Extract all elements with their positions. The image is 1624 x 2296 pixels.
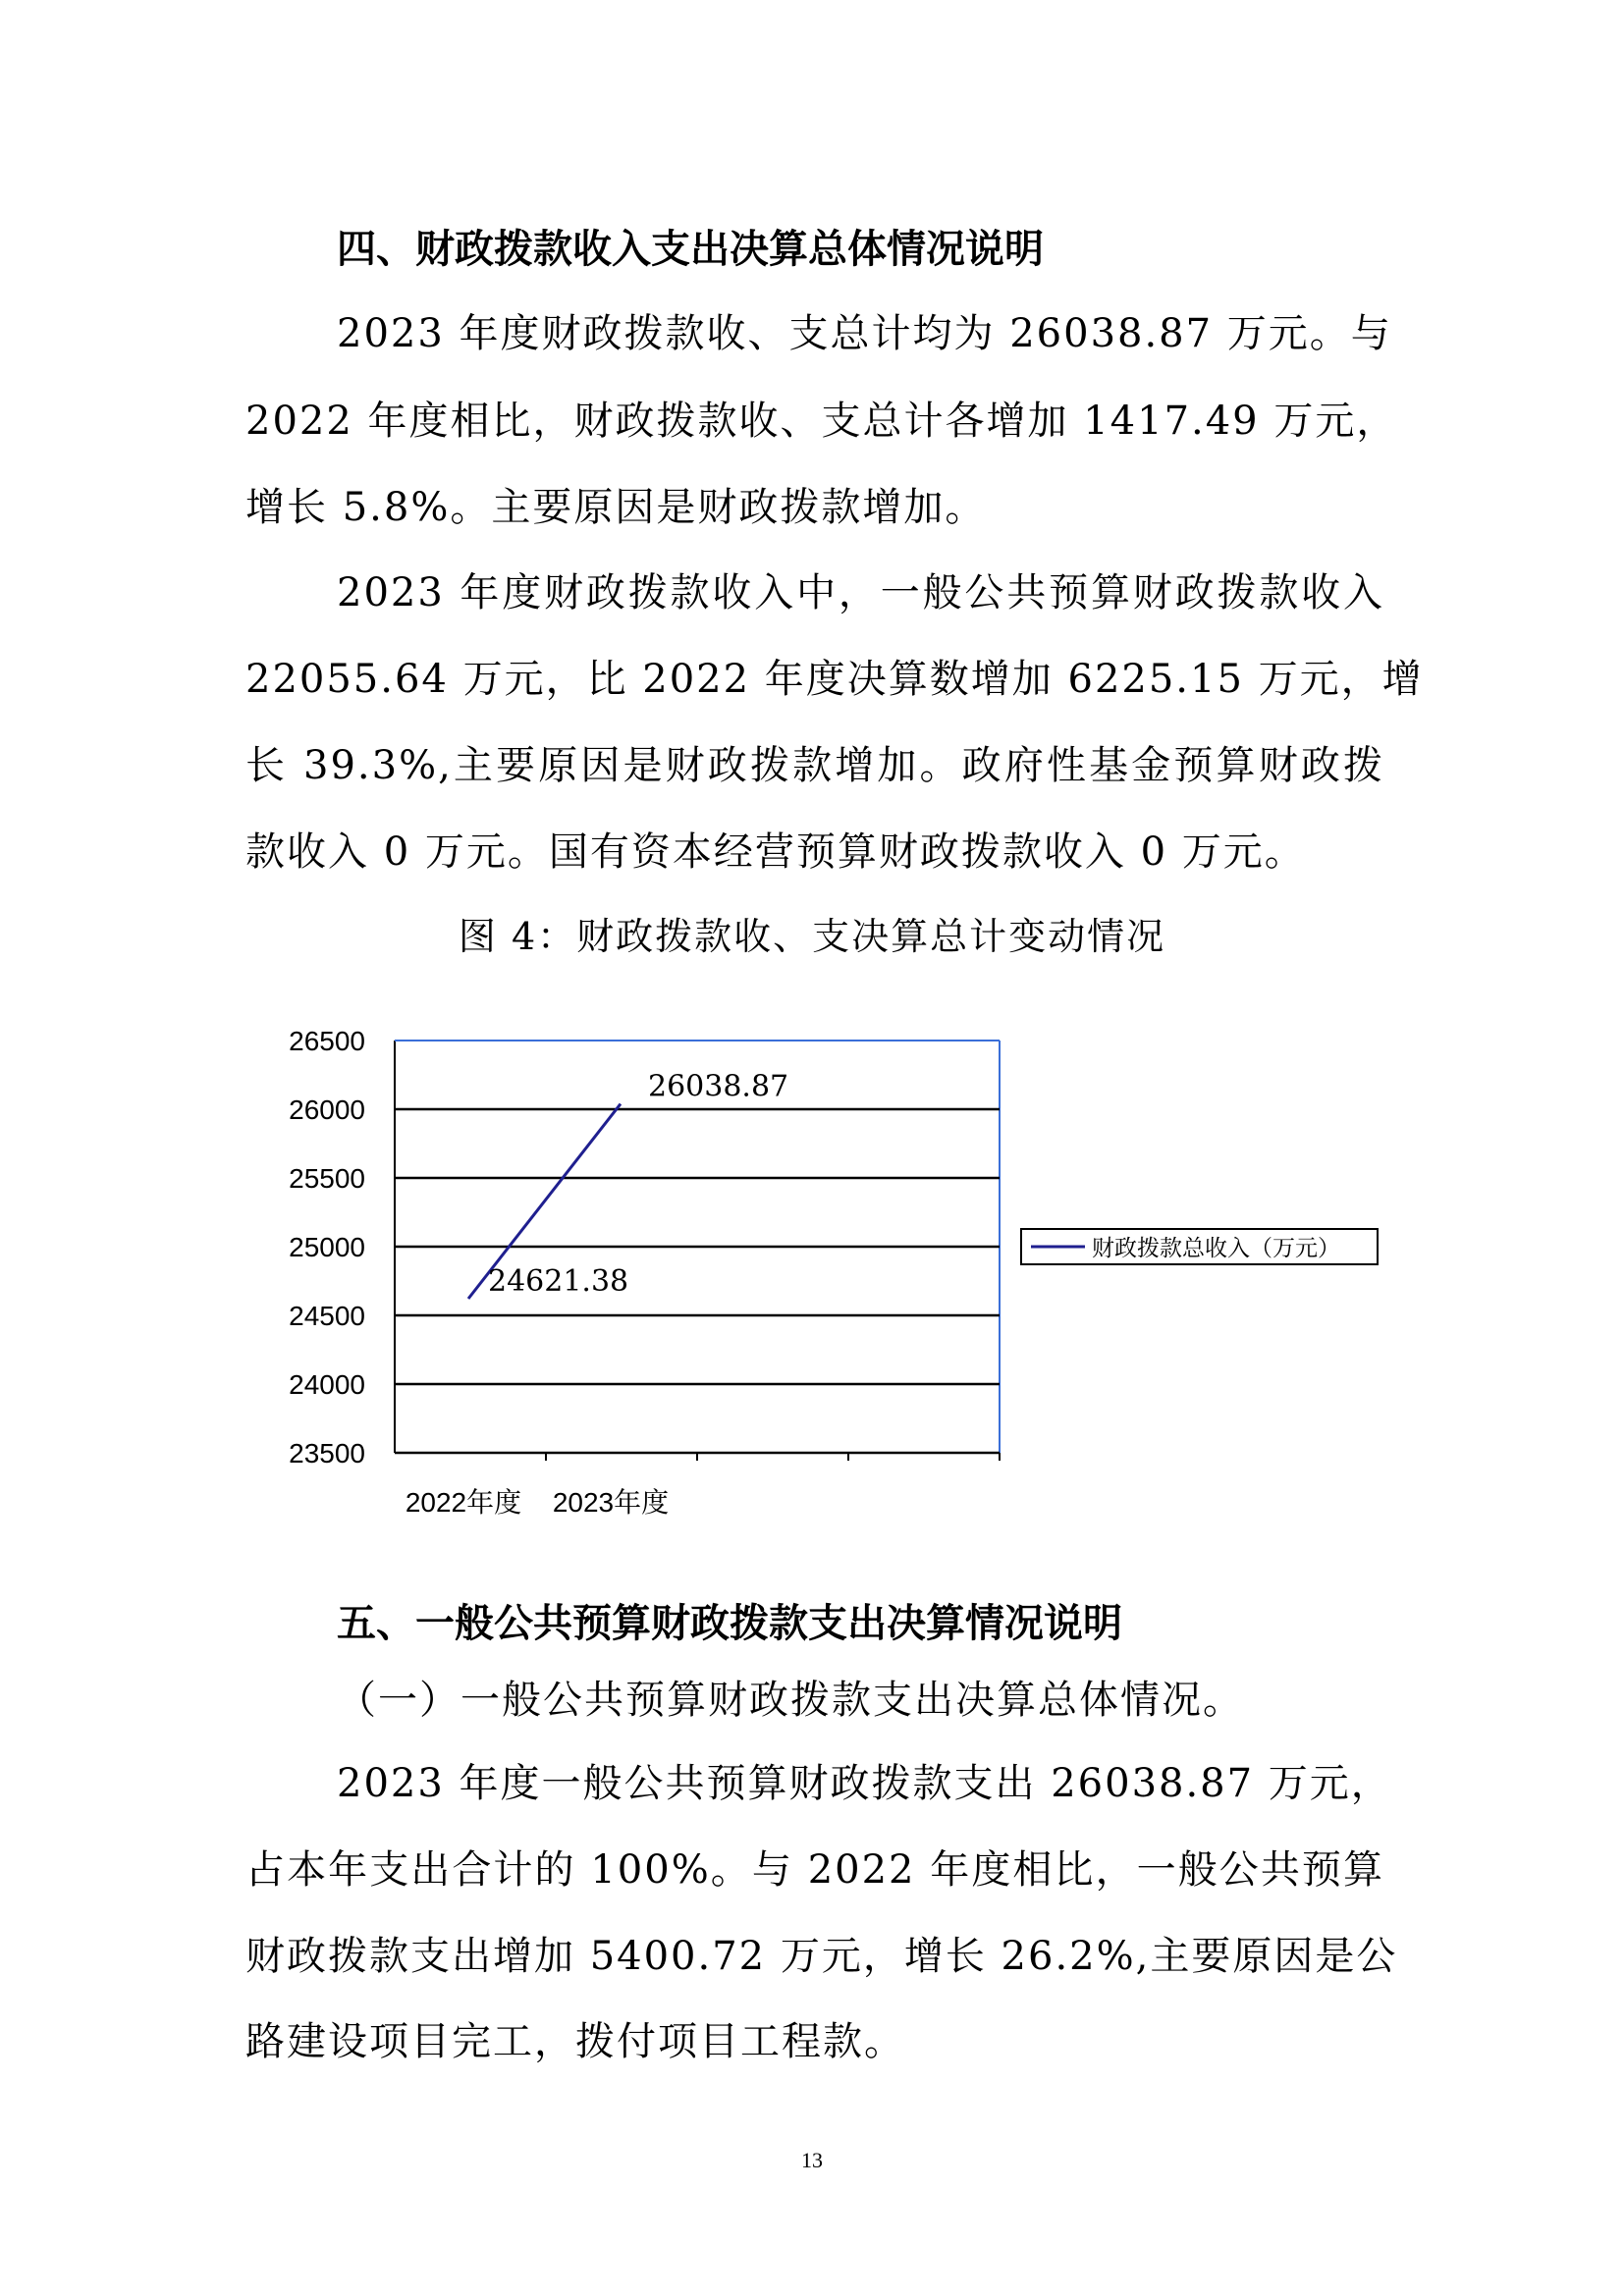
- y-tick-label: 25000: [289, 1232, 365, 1262]
- y-tick-label: 25500: [289, 1163, 365, 1194]
- section-4-heading: 四、财政拨款收入支出决算总体情况说明: [337, 227, 1044, 272]
- legend-label: 财政拨款总收入（万元）: [1092, 1236, 1340, 1261]
- page-number: 13: [801, 2148, 823, 2172]
- section-5-heading: 五、一般公共预算财政拨款支出决算情况说明: [337, 1601, 1122, 1646]
- paragraph-line: 占本年支出合计的 100%。与 2022 年度相比，一般公共预算: [245, 1847, 1384, 1893]
- paragraph-line: 2023 年度财政拨款收入中，一般公共预算财政拨款收入: [337, 570, 1384, 615]
- y-tick-label: 24000: [289, 1369, 365, 1400]
- x-tick-label: 2023年度: [552, 1487, 670, 1518]
- y-tick-label: 26500: [289, 1026, 365, 1056]
- x-tick-label: 2022年度: [405, 1487, 522, 1518]
- subsection-heading: （一）一般公共预算财政拨款支出决算总体情况。: [337, 1678, 1244, 1723]
- data-label: 26038.87: [648, 1069, 789, 1104]
- paragraph-line: 2023 年度财政拨款收、支总计均为 26038.87 万元。与: [337, 311, 1392, 356]
- y-tick-label: 23500: [289, 1438, 365, 1468]
- paragraph-line: 2022 年度相比，财政拨款收、支总计各增加 1417.49 万元，: [245, 399, 1398, 444]
- paragraph-line: 路建设项目完工，拨付项目工程款。: [245, 2019, 905, 2064]
- y-tick-label: 26000: [289, 1095, 365, 1125]
- paragraph-line: 22055.64 万元，比 2022 年度决算数增加 6225.15 万元，增: [245, 657, 1424, 702]
- paragraph-line: 财政拨款支出增加 5400.72 万元，增长 26.2%,主要原因是公: [245, 1934, 1398, 1979]
- paragraph-line: 长 39.3%,主要原因是财政拨款增加。政府性基金预算财政拨: [245, 743, 1384, 788]
- figure-caption: 图 4：财政拨款收、支决算总计变动情况: [458, 915, 1166, 958]
- data-label: 24621.38: [488, 1264, 629, 1300]
- paragraph-line: 增长 5.8%。主要原因是财政拨款增加。: [245, 485, 987, 530]
- paragraph-line: 款收入 0 万元。国有资本经营预算财政拨款收入 0 万元。: [245, 829, 1306, 875]
- y-tick-label: 24500: [289, 1301, 365, 1331]
- paragraph-line: 2023 年度一般公共预算财政拨款支出 26038.87 万元，: [337, 1761, 1392, 1806]
